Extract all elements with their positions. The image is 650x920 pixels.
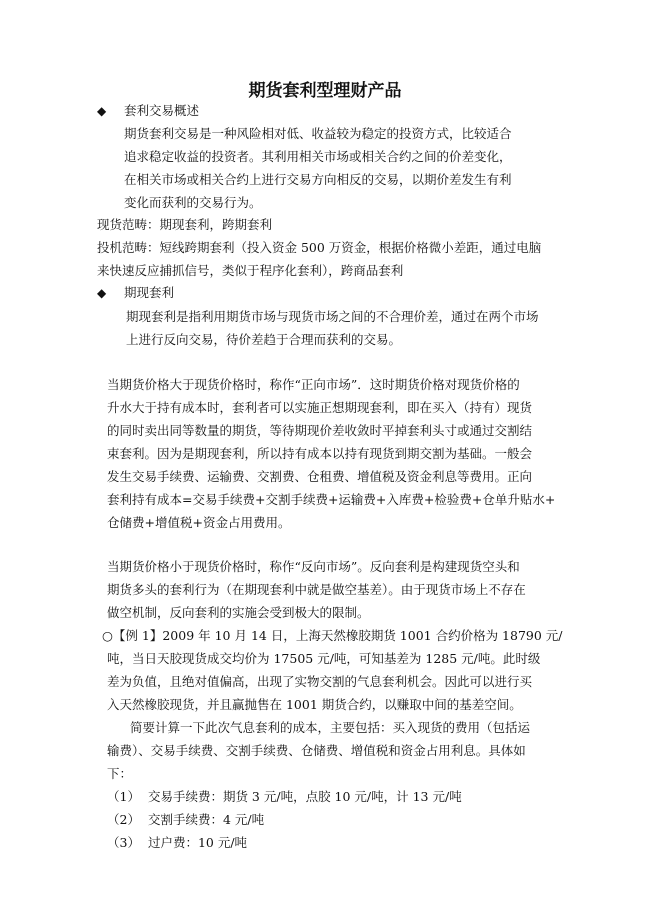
forward-paragraph-line: 当期货价格大于现货价格时，称作“正向市场”．这时期货价格对现货价格的 <box>107 377 520 392</box>
section-heading-overview: 套利交易概述 <box>124 103 200 118</box>
spot-futures-line: 期现套利是指利用期货市场与现货市场之间的不合理价差，通过在两个市场 <box>126 309 539 324</box>
example-line: 吨，当日天胶现货成交均价为 17505 元/吨，可知基差为 1285 元/吨。此时级 <box>107 651 541 666</box>
forward-paragraph-line: 升水大于持有成本时，套利者可以实施正想期现套利，即在买入（持有）现货 <box>107 400 533 415</box>
reverse-paragraph-line: 期货多头的套利行为（在期现套利中就是做空基差）。由于现货市场上不存在 <box>107 582 526 597</box>
section-heading-spot-futures: 期现套利 <box>124 285 175 300</box>
cost-item <box>107 788 462 806</box>
spot-futures-line: 上进行反向交易，待价差趋于合理而获利的交易。 <box>126 332 402 347</box>
forward-paragraph-line: 仓储费+增值税+资金占用费用。 <box>107 515 291 530</box>
cost-item-text: 过户费：10 元/吨 <box>147 835 248 850</box>
spec-scope-line: 投机范畴：短线跨期套利（投入资金 500 万资金，根据价格微小差距，通过电脑 <box>97 240 542 255</box>
example-line: 入天然橡胶现货，并且赢抛售在 1001 期货合约，以赚取中间的基差空间。 <box>107 697 522 712</box>
forward-paragraph-line: 束套利。因为是期现套利，所以持有成本以持有现货到期交割为基础。一般会 <box>107 446 533 461</box>
forward-paragraph-line: 发生交易手续费、运输费、交割费、仓租费、增值税及资金利息等费用。正向 <box>107 469 533 484</box>
overview-line: 期货套利交易是一种风险相对低、收益较为稳定的投资方式，比较适合 <box>124 126 512 141</box>
cost-item-number: （2） <box>107 812 140 827</box>
cost-item-number: （3） <box>107 835 140 850</box>
calc-intro-line: 下： <box>107 766 133 781</box>
cost-item <box>107 834 247 852</box>
cost-item-text: 交易手续费：期货 3 元/吨，点胶 10 元/吨，计 13 元/吨 <box>147 789 462 804</box>
forward-paragraph-line: 套利持有成本=交易手续费+交割手续费+运输费+入库费+检验费+仓单升贴水+ <box>107 492 556 507</box>
example-line: ○【例 1】2009 年 10 月 14 日，上海天然橡胶期货 1001 合约价格为 18790 元/ <box>102 628 563 643</box>
cost-item-text: 交割手续费：4 元/吨 <box>147 812 265 827</box>
forward-paragraph-line: 的同时卖出同等数量的期货，等待期现价差收敛时平掉套利头寸或通过交割结 <box>107 423 533 438</box>
reverse-paragraph-line: 做空机制，反向套利的实施会受到极大的限制。 <box>107 605 370 620</box>
cost-item <box>107 811 264 829</box>
spot-scope-line: 现货范畴：期现套利，跨期套利 <box>97 217 273 232</box>
overview-line: 变化而获利的交易行为。 <box>124 195 262 210</box>
diamond-bullet-icon: ◆ <box>97 286 107 300</box>
document-title: 期货套利型理财产品 <box>248 81 402 101</box>
reverse-paragraph-line: 当期货价格小于现货价格时，称作“反向市场”。反向套利是构建现货空头和 <box>107 559 520 574</box>
calc-intro-line: 简要计算一下此次气息套利的成本，主要包括：买入现货的费用（包括运 <box>130 720 531 735</box>
overview-line: 在相关市场或相关合约上进行交易方向相反的交易，以期价差发生有利 <box>124 172 512 187</box>
diamond-bullet-icon: ◆ <box>97 104 107 118</box>
calc-intro-line: 输费）、交易手续费、交割手续费、仓储费、增值税和资金占用利息。具体如 <box>107 743 526 758</box>
cost-item-number: （1） <box>107 789 140 804</box>
example-line: 差为负值，且绝对值偏高，出现了实物交割的气息套利机会。因此可以进行买 <box>107 674 533 689</box>
spec-scope-line: 来快速反应捕抓信号，类似于程序化套利），跨商品套利 <box>97 263 404 278</box>
overview-line: 追求稳定收益的投资者。其利用相关市场或相关合约之间的价差变化， <box>124 149 512 164</box>
